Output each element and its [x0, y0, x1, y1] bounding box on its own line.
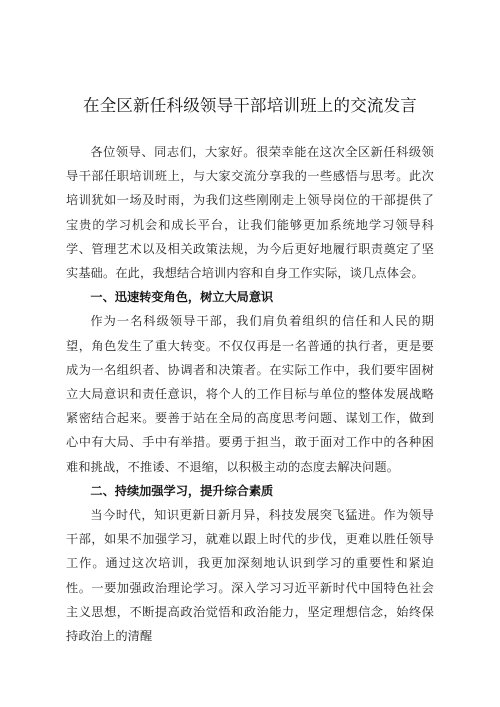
intro-paragraph: 各位领导、同志们，大家好。很荣幸能在这次全区新任科级领导干部任职培训班上，与大家交流分享我的一些感悟与思考。此次培训犹如一场及时雨，为我们这些刚刚走上领导岗位的干部提供了宝贵的学习机会和成长平台，让我们能够更加系统地学习领导科学、管理艺术以及相关政策法规，为今后更好地履行职责奠定了坚实基础。在此，我想结合培训内容和自身工作实际，谈几点体会。 [66, 145, 434, 281]
document-body [66, 140, 434, 648]
section-heading-2: 二、持续加强学习，提升综合素质 [90, 483, 274, 498]
section-paragraph-2: 当今时代，知识更新日新月异，科技发展突飞猛进。作为领导干部，如果不加强学习，就难以跟上时代的步伐，更难以胜任领导工作。通过这次培训，我更加深刻地认识到学习的重要性和紧迫性。一要加强政治理论学习。深入学习习近平新时代中国特色社会主义思想，不断提高政治觉悟和政治能力，坚定理想信念，始终保持政治上的清醒 [66, 508, 434, 644]
document-title: 在全区新任科级领导干部培训班上的交流发言 [83, 96, 417, 115]
section-paragraph-1: 作为一名科级领导干部，我们肩负着组织的信任和人民的期望，角色发生了重大转变。不仅仅再是一名普通的执行者，更是要成为一名组织者、协调者和决策者。在实际工作中，我们要牢固树立大局意识和责任意识，将个人的工作目标与单位的整体发展战略紧密结合起来。要善于站在全局的高度思考问题、谋划工作，做到心中有大局、手中有举措。要勇于担当，敢于面对工作中的各种困难和挑战，不推诿、不退缩，以积极主动的态度去解决问题。 [66, 314, 434, 474]
section-heading-1: 一、迅速转变角色，树立大局意识 [90, 290, 274, 305]
